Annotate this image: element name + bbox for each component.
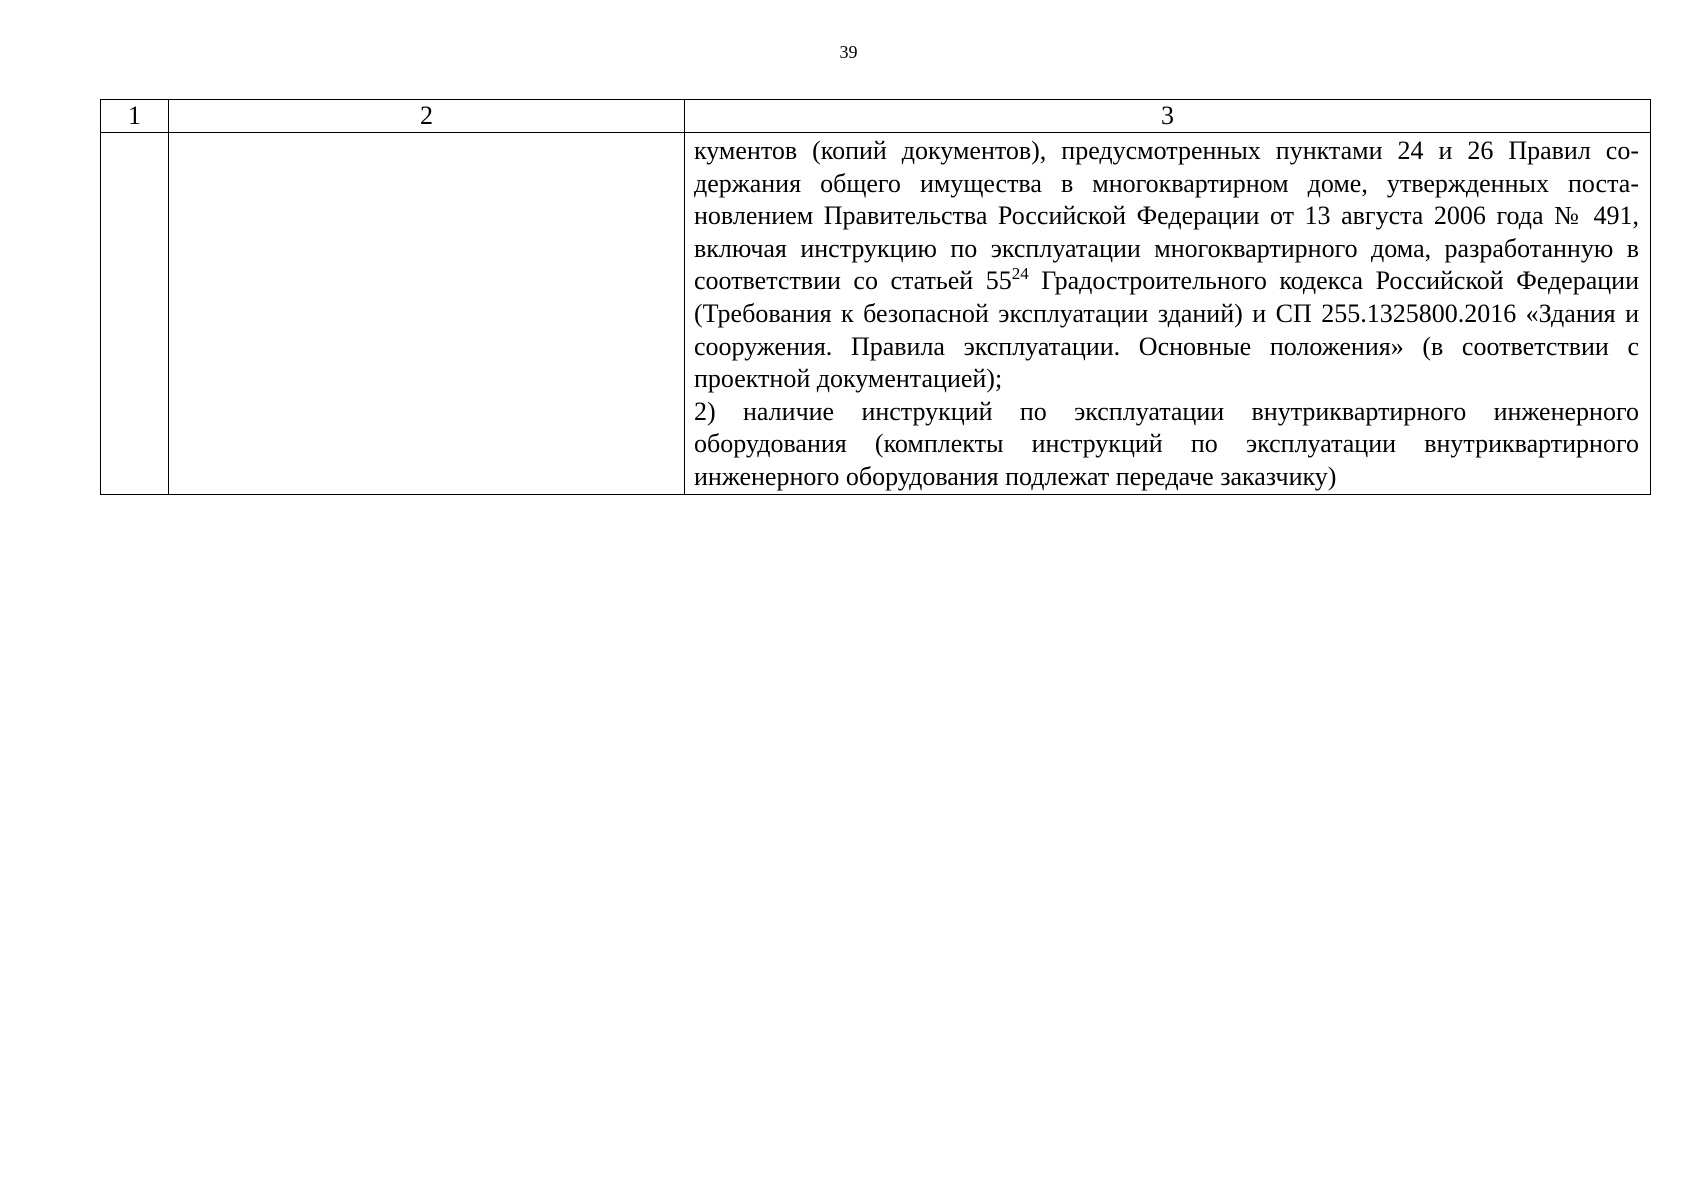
article-superscript: 24 bbox=[1011, 264, 1029, 284]
paragraph-requirements-1 bbox=[694, 135, 1639, 396]
table-row bbox=[101, 133, 1651, 495]
column-header-1: 1 bbox=[101, 100, 169, 133]
table-header-row bbox=[101, 100, 1651, 133]
paragraph-1-text-a: кументов (копий документов), предусмотренных пунктами 24 и 26 Правил содержания общего имущества в многоквартирном доме, утвержденных постановлением Правительства Российской Федерации от 13 августа 2006 года № 491, включая инструкцию по эксплуатации многоквартирного дома, разработанную в соответствии со статьей 55 bbox=[694, 136, 1639, 296]
paragraph-requirements-2: 2) наличие инструкций по эксплуатации внутриквартирного инженерного оборудования (комплекты инструкций по эксплуатации внутриквартирного инженерного оборудования подлежат передаче заказчику) bbox=[694, 396, 1639, 491]
cell-col-3 bbox=[685, 133, 1651, 495]
document-table bbox=[100, 99, 1651, 495]
page-number: 39 bbox=[839, 42, 858, 62]
column-header-2: 2 bbox=[169, 100, 685, 133]
paragraph-1-text-b: Градостроительного кодекса Российской Федерации (Требования к безопасной эксплуатации зданий) и СП 255.1325800.2016 «Здания и сооружения. Правила эксплуатации. Основные положения» (в соответствии с проектной документацией); bbox=[694, 266, 1639, 394]
cell-col-1 bbox=[101, 133, 169, 495]
cell-col-2 bbox=[169, 133, 685, 495]
column-header-3: 3 bbox=[685, 100, 1651, 133]
